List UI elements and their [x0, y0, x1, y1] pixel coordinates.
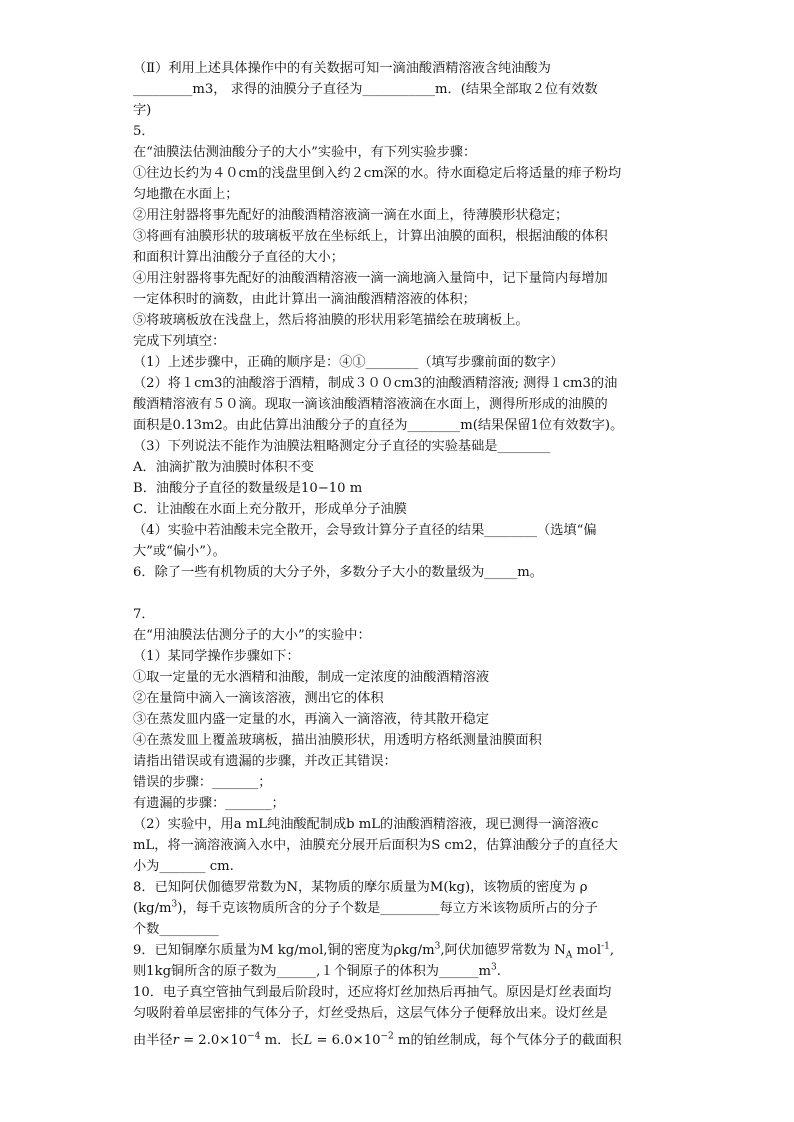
- q8-text: (kg/m: [133, 901, 172, 916]
- q10-text: 由半径: [133, 1033, 173, 1048]
- q9-line-2: [133, 961, 663, 982]
- q5-step-line: ④用注射器将事先配好的油酸酒精溶液一滴一滴地滴入量筒中，记下量筒内每增加: [133, 271, 608, 286]
- q5-step-line: 和面积计算出油酸分子直径的大小；: [133, 250, 344, 265]
- q7-wrong-step: 错误的步骤：_______；: [133, 775, 272, 790]
- q9-text: ,阿伏加德罗常数为 N: [440, 943, 566, 958]
- q9-text: ,: [609, 943, 615, 958]
- q4-line-1: （Ⅱ）利用上述具体操作中的有关数据可知一滴油酸酒精溶液含纯油酸为: [133, 61, 551, 76]
- q7-subquestion-2: mL，将一滴溶液滴入水中，油膜充分展开后面积为S cm2，估算油酸分子的直径大: [133, 838, 618, 853]
- q9-subscript: A: [565, 950, 573, 961]
- q10-unit: m: [393, 1033, 411, 1048]
- q5-subquestion-3: （3）下列说法不能作为油膜法粗略测定分子直径的实验基础是________: [133, 439, 551, 454]
- q7-missing-step: 有遗漏的步骤：_______；: [133, 796, 285, 811]
- q5-option-c: C．让油酸在水面上充分散开，形成单分子油膜: [133, 502, 407, 517]
- q8-text: )，每千克该物质所含的分子个数是_________每立方米该物质所占的分子: [177, 901, 598, 916]
- q9-superscript: -1: [601, 941, 610, 952]
- q7-intro: 在“用油膜法估测分子的大小”的实验中：: [133, 628, 371, 643]
- q9-text: mol: [572, 943, 602, 958]
- q9-text: .: [496, 964, 501, 979]
- q10-text: ．长: [277, 1033, 304, 1048]
- q5-subquestion-4: 大”或“偏小”）。: [133, 544, 226, 559]
- q8-line-3: 个数_________: [133, 922, 219, 937]
- q10-unit: m: [260, 1033, 278, 1048]
- q10-formula-r: r: [172, 1033, 179, 1048]
- q7-ask: 请指出错误或有遗漏的步骤，并改正其错误：: [133, 754, 397, 769]
- q7-step: ②在量筒中滴入一滴该溶液，测出它的体积: [133, 691, 384, 706]
- q10-line-1: 10．电子真空管抽气到最后阶段时，还应将灯丝加热后再抽气。原因是灯丝表面均: [133, 985, 612, 1000]
- q7-step: ③在蒸发皿内盛一定量的水，再滴入一滴溶液，待其散开稳定: [133, 712, 490, 727]
- q8-line-2: [133, 898, 663, 919]
- q5-subquestion-4: （4）实验中若油酸未完全散开，会导致计算分子直径的结果________（选填“偏: [133, 523, 597, 538]
- q5-step-line: ①往边长约为４０cm的浅盘里倒入约２cm深的水。待水面稳定后将适量的痱子粉均: [133, 166, 622, 181]
- q5-intro: 在“油膜法估测油酸分子的大小”实验中，有下列实验步骤：: [133, 145, 477, 160]
- q7-subquestion-2: 小为_______ cm.: [133, 859, 234, 874]
- q5-step-line: 匀地撒在水面上；: [133, 187, 239, 202]
- q9-line-1: [133, 940, 663, 961]
- q7-number: 7．: [133, 607, 155, 622]
- q10-line-2: 匀吸附着单层密排的气体分子，灯丝受热后，这层气体分子便释放出来。设灯丝是: [133, 1006, 608, 1021]
- q10-formula-l: L: [303, 1033, 313, 1048]
- q8-superscript: 3: [171, 899, 178, 910]
- q5-step-line: ⑤将玻璃板放在浅盘上，然后将油膜的形状用彩笔描绘在玻璃板上。: [133, 313, 529, 328]
- q5-subquestion-2: 酸酒精溶液有５０滴。现取一滴该油酸酒精溶液滴在水面上，测得所形成的油膜的: [133, 397, 608, 412]
- document-page: [133, 58, 663, 1051]
- q9-superscript: 3: [491, 962, 497, 973]
- q8-line-1: 8．已知阿伏伽德罗常数为N，某物质的摩尔质量为M(kg)，该物质的密度为 ρ: [133, 880, 588, 895]
- q7-step: ①取一定量的无水酒精和油酸，制成一定浓度的油酸酒精溶液: [133, 670, 490, 685]
- q4-line-2: _________m3， 求得的油膜分子直径为___________m．(结果全部取２位有效数: [133, 82, 598, 97]
- q5-subquestion-2: 面积是0.13m2。由此估算出油酸分子的直径为________m(结果保留1位有效数字)。: [133, 418, 624, 433]
- q5-step-line: ③将画有油膜形状的玻璃板平放在坐标纸上，计算出油膜的面积，根据油酸的体积: [133, 229, 608, 244]
- q5-option-b: B．油酸分子直径的数量级是10−10 m: [133, 481, 363, 496]
- q10-formula: = 6.0×10: [312, 1033, 381, 1048]
- q10-exponent: −4: [247, 1031, 261, 1042]
- q5-subquestion-1: （1）上述步骤中，正确的顺序是：④①________（填写步骤前面的数字）: [133, 355, 564, 370]
- q9-text: 9．已知铜摩尔质量为M kg/mol,铜的密度为ρkg/m: [133, 943, 435, 958]
- q10-formula: = 2.0×10: [178, 1033, 248, 1048]
- q10-line-3: [133, 1030, 663, 1051]
- q9-superscript: 3: [434, 941, 441, 952]
- q5-fill-intro: 完成下列填空：: [133, 334, 226, 349]
- q5-step-line: 一定体积时的滴数，由此计算出一滴油酸酒精溶液的体积；: [133, 292, 476, 307]
- q5-subquestion-2: （2）将１cm3的油酸溶于酒精，制成３００cm3的油酸酒精溶液; 测得１cm3的油: [133, 376, 618, 391]
- q9-text: 则1kg铜所含的原子数为______,１个铜原子的体积为______m: [133, 964, 492, 979]
- q5-number: 5．: [133, 124, 155, 139]
- q4-line-3: 字): [133, 103, 152, 118]
- q5-option-a: A．油滴扩散为油膜时体积不变: [133, 460, 314, 475]
- spacer: [133, 583, 663, 604]
- q5-step-line: ②用注射器将事先配好的油酸酒精溶液滴一滴在水面上，待薄膜形状稳定；: [133, 208, 569, 223]
- q6-text: 6．除了一些有机物质的大分子外，多数分子大小的数量级为_____m。: [133, 565, 543, 580]
- q10-exponent: −2: [380, 1031, 394, 1042]
- q10-text: 的铂丝制成，每个气体分子的截面积: [410, 1033, 622, 1048]
- q7-subquestion-1-intro: （1）某同学操作步骤如下：: [133, 649, 300, 664]
- q7-step: ④在蒸发皿上覆盖玻璃板，描出油膜形状，用透明方格纸测量油膜面积: [133, 733, 542, 748]
- q7-subquestion-2: （2）实验中，用a mL纯油酸配制成b mL的油酸酒精溶液，现已测得一滴溶液c: [133, 817, 599, 832]
